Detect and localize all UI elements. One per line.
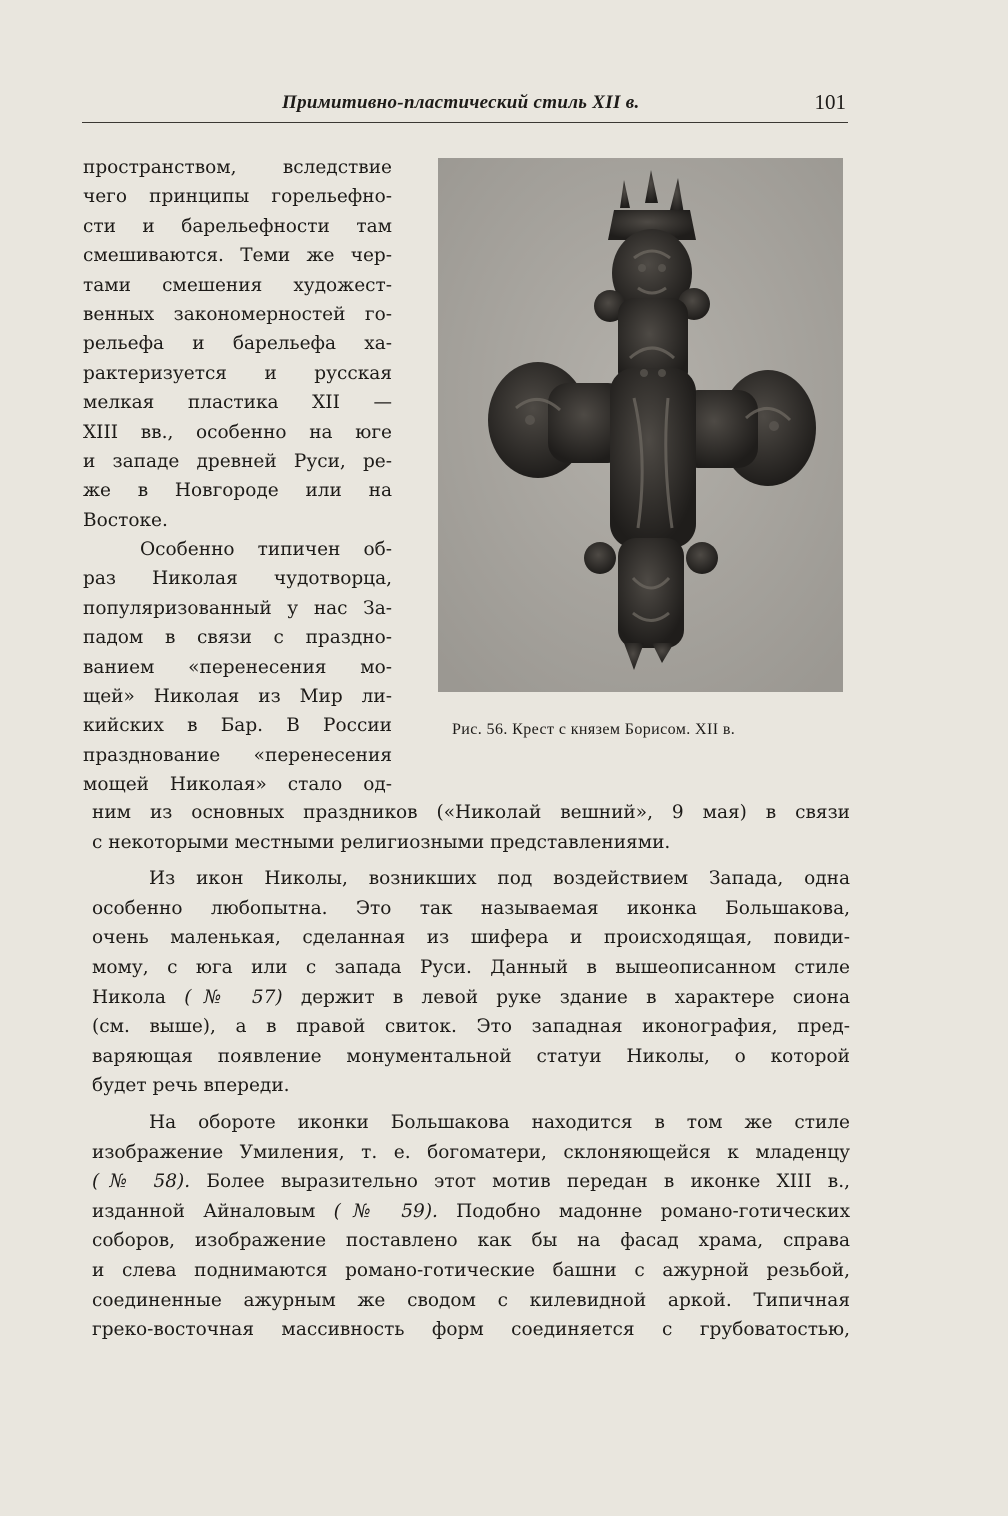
text-line: тами смешения художест- <box>83 274 392 296</box>
text-line: кийских в Бар. В России <box>83 715 392 737</box>
text-line <box>92 1197 850 1227</box>
figure-cross-photo <box>438 158 843 692</box>
text-line: будет речь впереди. <box>92 1075 290 1097</box>
figure-reference: (№ 58). <box>92 1171 191 1193</box>
text-line: с некоторыми местными религиозными представлениями. <box>92 831 671 853</box>
text-segment: Никола <box>92 986 166 1008</box>
text-segment: изданной Айналовым <box>92 1200 316 1222</box>
text-line: рельефа и барельефа ха- <box>83 333 392 355</box>
text-line: ним из основных праздников («Николай вешний», 9 мая) в связи <box>92 802 850 823</box>
text-line: мощей Николая» стало од- <box>83 774 392 796</box>
text-line: соединенные ажурным же сводом с килевидной аркой. Типичная <box>92 1289 850 1311</box>
text-line: пространством, вследствие <box>83 157 392 178</box>
text-line: Востоке. <box>83 509 168 531</box>
text-segment: держит в левой руке здание в характере сиона <box>300 986 850 1008</box>
figure-caption: Рис. 56. Крест с князем Борисом. XII в. <box>452 721 736 738</box>
text-line: Из икон Николы, возникших под воздействием Запада, одна <box>149 868 850 890</box>
text-line: На обороте иконки Большакова находится в том же стиле <box>149 1111 850 1133</box>
figure-reference: (№ 59). <box>333 1200 438 1222</box>
text-line: рактеризуется и русская <box>83 362 392 384</box>
text-line: варяющая появление монументальной статуи Николы, о которой <box>92 1045 850 1067</box>
cross-illustration <box>438 158 843 692</box>
text-line: и слева поднимаются романо-готические башни с ажурной резьбой, <box>92 1259 850 1281</box>
text-line: мому, с юга или с запада Руси. Данный в вышеописанном стиле <box>92 956 850 978</box>
text-line: мелкая пластика XII — <box>83 392 392 414</box>
text-line: празднование «перенесения <box>83 744 392 766</box>
text-column-narrow <box>83 153 392 800</box>
text-line: популяризованный у нас За- <box>83 597 392 619</box>
text-segment: Более выразительно этот мотив передан в иконке XIII в., <box>206 1171 850 1193</box>
text-line: же в Новгороде или на <box>83 480 392 502</box>
text-line: (см. выше), а в правой свиток. Это западная иконография, пред- <box>92 1016 850 1038</box>
text-line: падом в связи с праздно- <box>83 627 392 649</box>
text-line: щей» Николая из Мир ли- <box>83 686 392 708</box>
text-segment: Подобно мадонне романо-готических <box>456 1200 850 1222</box>
text-line: очень маленькая, сделанная из шифера и происходящая, повиди- <box>92 927 850 949</box>
figure-reference: (№ 57) <box>184 986 283 1008</box>
text-line: соборов, изображение поставлено как бы на фасад храма, справа <box>92 1230 850 1252</box>
text-line: и западе древней Руси, ре- <box>83 450 392 472</box>
text-line: изображение Умиления, т. е. богоматери, склоняющейся к младенцу <box>92 1141 850 1163</box>
running-header <box>82 88 848 123</box>
text-line <box>92 983 850 1013</box>
text-line: раз Николая чудотворца, <box>83 568 392 590</box>
running-title: Примитивно-пластический стиль XII в. <box>282 92 640 113</box>
text-line: чего принципы горельефно- <box>83 186 392 208</box>
text-line: ванием «перенесения мо- <box>83 656 392 678</box>
text-line: греко-восточная массивность форм соединяется с грубоватостью, <box>92 1319 850 1341</box>
page-number: 101 <box>814 90 846 114</box>
text-line: сти и барельефности там <box>83 215 392 237</box>
text-line: венных закономерностей го- <box>83 303 392 325</box>
text-line: XIII вв., особенно на юге <box>83 421 392 443</box>
text-line <box>92 1167 850 1197</box>
text-column-wide <box>92 798 850 1345</box>
text-line: Особенно типичен об- <box>140 539 392 561</box>
text-line: смешиваются. Теми же чер- <box>83 245 392 267</box>
text-line: особенно любопытна. Это так называемая иконка Большакова, <box>92 897 850 919</box>
